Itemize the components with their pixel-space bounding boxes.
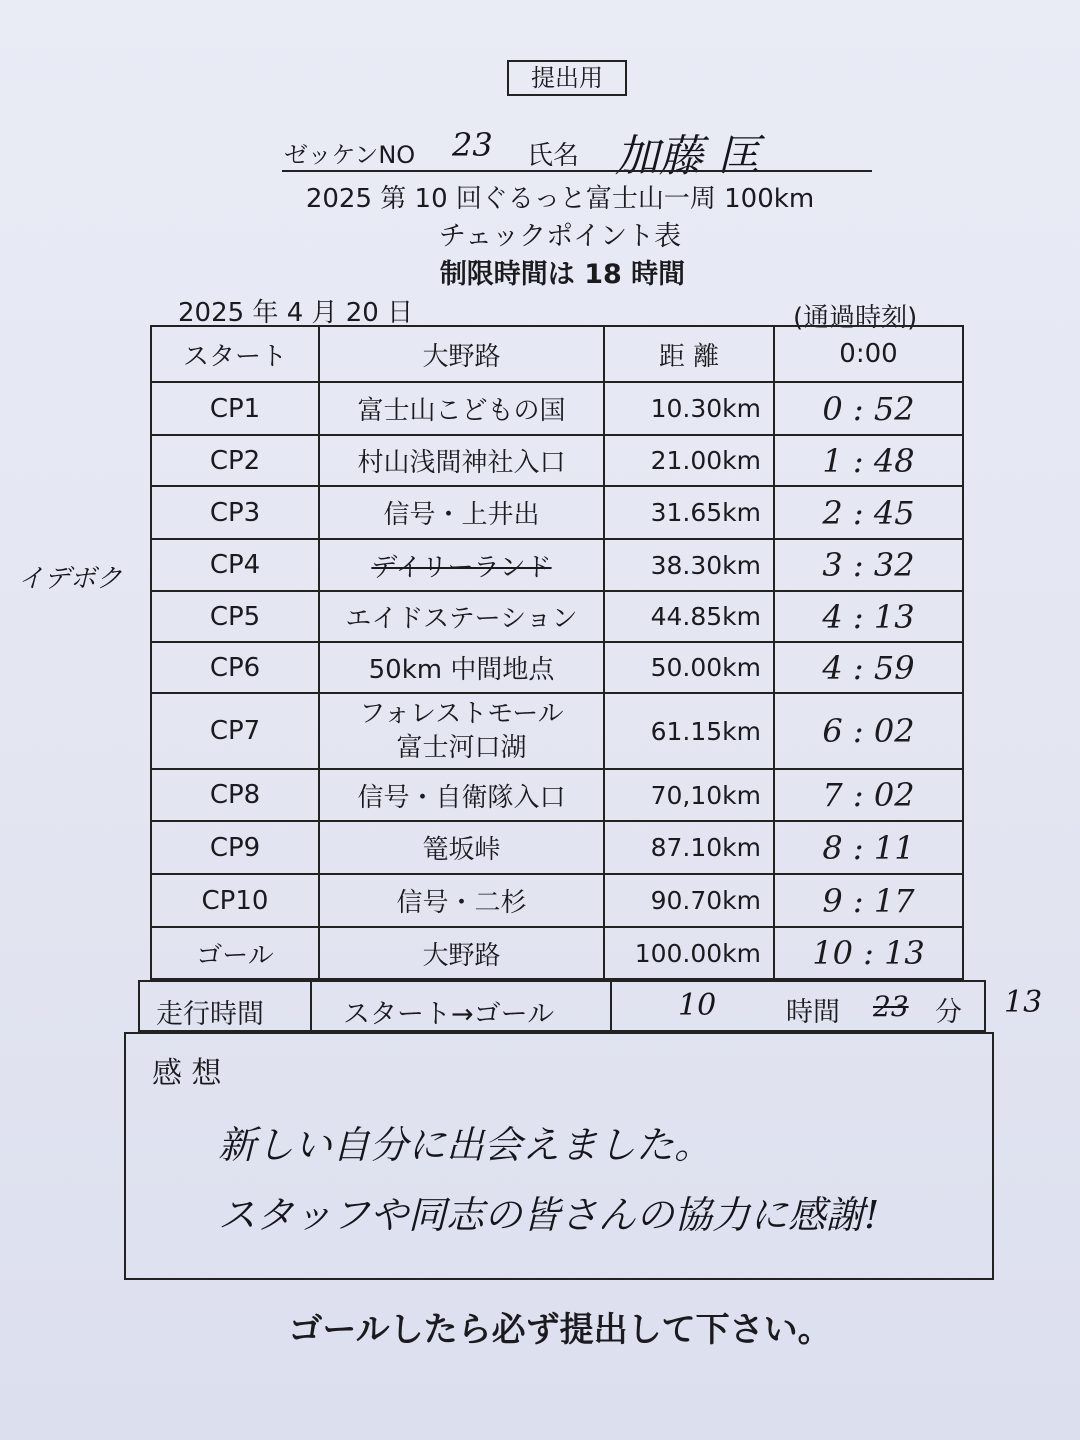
table-row xyxy=(151,382,963,435)
table-header-row xyxy=(151,326,963,382)
cp-label: CP10 xyxy=(151,874,319,927)
cp-time: 0 : 52 xyxy=(774,382,963,435)
submit-instruction: ゴールしたら必ず提出して下さい。 xyxy=(288,1310,832,1350)
run-time-struck-minutes: 23 xyxy=(873,990,909,1023)
margin-note: イデボク xyxy=(18,564,123,594)
run-time-route: スタート→ゴール xyxy=(343,999,555,1030)
cp-distance: 87.10km xyxy=(604,821,774,874)
cp-time: 10 : 13 xyxy=(774,927,963,979)
cp-distance: 50.00km xyxy=(604,642,774,693)
cp-time: 4 : 59 xyxy=(774,642,963,693)
start-time: 0:00 xyxy=(774,326,963,382)
table-row xyxy=(151,821,963,874)
cp-label: CP2 xyxy=(151,435,319,486)
cp-label: CP4 xyxy=(151,539,319,591)
start-label: スタート xyxy=(151,326,319,382)
cp-place-struck: デイリーランド xyxy=(319,539,604,591)
cp-time: 7 : 02 xyxy=(774,769,963,821)
start-place: 大野路 xyxy=(319,326,604,382)
cp-place xyxy=(319,693,604,769)
cp-label: CP7 xyxy=(151,693,319,769)
cp-distance: 21.00km xyxy=(604,435,774,486)
cp-distance: 10.30km xyxy=(604,382,774,435)
event-title: 2025 第 10 回ぐるっと富士山一周 100km xyxy=(305,184,815,214)
run-time-hours: 10 xyxy=(678,988,717,1023)
table-row xyxy=(151,486,963,539)
cp-place: 大野路 xyxy=(319,927,604,979)
cp-label: ゴール xyxy=(151,927,319,979)
cp-distance: 70,10km xyxy=(604,769,774,821)
name-label: 氏名 xyxy=(527,141,580,171)
cp-place: 信号・二杉 xyxy=(319,874,604,927)
cp-label: CP9 xyxy=(151,821,319,874)
cp-place-line2: 富士河口湖 xyxy=(396,733,527,763)
cp-time: 6 : 02 xyxy=(774,693,963,769)
table-row xyxy=(151,642,963,693)
name-underline xyxy=(282,170,872,172)
sheet-subtitle: チェックポイント表 xyxy=(438,221,682,252)
remarks-box xyxy=(124,1032,994,1280)
cp-place: 村山浅間神社入口 xyxy=(319,435,604,486)
cp-label: CP3 xyxy=(151,486,319,539)
distance-header: 距 離 xyxy=(604,326,774,382)
cp-time: 2 : 45 xyxy=(774,486,963,539)
table-row xyxy=(151,435,963,486)
cp-distance: 44.85km xyxy=(604,591,774,642)
remarks-line2: スタッフや同志の皆さんの協力に感謝! xyxy=(218,1193,880,1237)
cp-place: 50km 中間地点 xyxy=(319,642,604,693)
cp-label: CP6 xyxy=(151,642,319,693)
cp-time: 1 : 48 xyxy=(774,435,963,486)
run-time-row xyxy=(138,980,986,1032)
cp-distance: 90.70km xyxy=(604,874,774,927)
submission-stamp: 提出用 xyxy=(507,60,627,96)
cp-time: 9 : 17 xyxy=(774,874,963,927)
cp-label: CP5 xyxy=(151,591,319,642)
race-date: 2025 年 4 月 20 日 xyxy=(178,298,414,328)
cp-time: 4 : 13 xyxy=(774,591,963,642)
cp-place: 信号・上井出 xyxy=(319,486,604,539)
cp-distance: 61.15km xyxy=(604,693,774,769)
checkpoint-table xyxy=(150,325,964,980)
run-time-frame xyxy=(138,980,986,1032)
cp-label: CP8 xyxy=(151,769,319,821)
table-row xyxy=(151,927,963,979)
table-row xyxy=(151,539,963,591)
table-row xyxy=(151,591,963,642)
run-time-divider xyxy=(610,980,612,1032)
run-time-divider xyxy=(310,980,312,1032)
bib-number: 23 xyxy=(452,126,493,164)
run-time-minutes-unit: 分 xyxy=(935,997,962,1028)
run-time-hours-unit: 時間 xyxy=(786,997,840,1028)
cp-distance: 31.65km xyxy=(604,486,774,539)
cp-time: 3 : 32 xyxy=(774,539,963,591)
run-time-label: 走行時間 xyxy=(156,999,264,1030)
cp-distance: 100.00km xyxy=(604,927,774,979)
cp-label: CP1 xyxy=(151,382,319,435)
cp-distance: 38.30km xyxy=(604,539,774,591)
table-row xyxy=(151,874,963,927)
cp-place: 篭坂峠 xyxy=(319,821,604,874)
time-limit: 制限時間は 18 時間 xyxy=(439,259,686,290)
table-row xyxy=(151,769,963,821)
name-value: 加藤 匡 xyxy=(615,131,761,182)
run-time-minutes: 13 xyxy=(1004,985,1043,1020)
remarks-label: 感 想 xyxy=(152,1056,222,1091)
cp-place-line1: フォレストモール xyxy=(359,699,564,729)
cp-place: 信号・自衛隊入口 xyxy=(319,769,604,821)
table-row xyxy=(151,693,963,769)
cp-time: 8 : 11 xyxy=(774,821,963,874)
cp-place: 富士山こどもの国 xyxy=(319,382,604,435)
time-header: (通過時刻) xyxy=(793,303,918,333)
cp-place: エイドステーション xyxy=(319,591,604,642)
remarks-line1: 新しい自分に出会えました。 xyxy=(218,1123,713,1167)
bib-label: ゼッケンNO xyxy=(284,141,416,169)
